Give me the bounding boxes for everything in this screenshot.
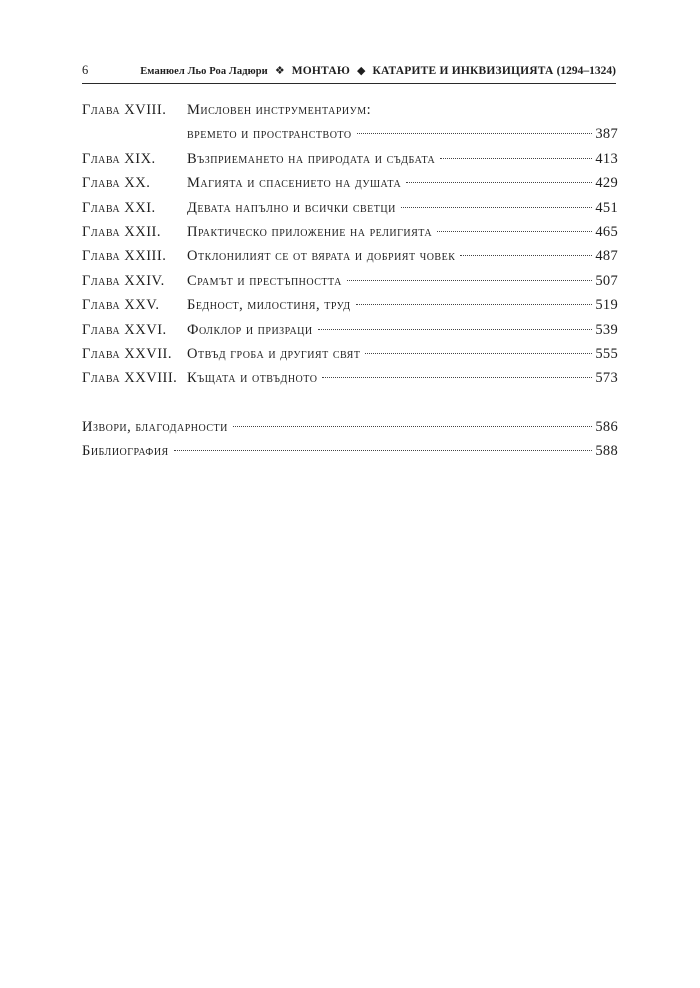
header-book-title: КАТАРИТЕ И ИНКВИЗИЦИЯТА [372,65,554,77]
toc-entry-line1 [82,98,618,122]
toc-entry [82,366,618,390]
toc-entry [82,220,618,244]
dot-leader [365,353,592,354]
toc-entry [82,244,618,268]
toc-chapter-label: Глава XXVI. [82,321,167,338]
toc-chapter-label: Глава XXI. [82,199,156,216]
table-of-contents [82,98,618,463]
toc-page-number: 539 [595,321,618,338]
dot-leader [460,255,592,256]
toc-chapter-label: Глава XIX. [82,150,156,167]
toc-backmatter-entry [82,439,618,463]
toc-chapter-title: Бедност, милостиня, труд [187,297,351,314]
toc-page-number: 586 [595,418,618,435]
toc-page-number: 387 [595,126,618,143]
toc-chapter-title: Девата напълно и всички светци [187,199,396,216]
toc-chapter-title: Отвъд гроба и другият свят [187,345,361,362]
toc-chapter-label: Глава XXIII. [82,248,167,265]
toc-chapter-title: Магията и спасението на душата [187,175,402,192]
toc-chapter-title: Отклонилият се от вярата и добрият човек [187,248,456,265]
toc-backmatter-entry [82,415,618,439]
dot-leader [233,426,593,427]
toc-backmatter-title: Библиография [82,443,169,460]
toc-entry [82,269,618,293]
header-title-line [122,63,616,78]
toc-chapter-label: Глава XXII. [82,223,161,240]
toc-page-number: 573 [595,370,618,387]
toc-chapter-title: Възприемането на природата и съдбата [187,150,436,167]
toc-chapter-title: Фолклор и призраци [187,321,313,338]
dot-leader [406,182,592,183]
toc-entry [82,122,618,146]
dot-leader [357,133,593,134]
toc-entry [82,196,618,220]
dot-leader [401,207,593,208]
dot-leader [440,158,592,159]
header-ornament-icon: ❖ [274,65,285,77]
dot-leader [356,304,593,305]
toc-entry [82,342,618,366]
toc-entry [82,318,618,342]
toc-chapter-label: Глава XX. [82,175,151,192]
running-header [82,63,616,79]
dot-leader [318,329,593,330]
toc-page-number: 413 [595,150,618,167]
toc-page-number: 507 [595,272,618,289]
toc-chapter-title: Срамът и престъпността [187,272,342,289]
toc-chapter-label: Глава XXVII. [82,345,172,362]
page-number: 6 [82,63,89,77]
toc-chapter-title: времето и пространството [187,126,352,143]
toc-chapter-label: Глава XXV. [82,297,160,314]
dot-leader [347,280,593,281]
toc-entry [82,147,618,171]
toc-page-number: 555 [595,345,618,362]
dot-leader [174,450,593,451]
toc-page-number: 465 [595,223,618,240]
toc-page-number: 487 [595,248,618,265]
dot-leader [437,231,592,232]
toc-chapter-title: Къщата и отвъдното [187,370,318,387]
toc-chapter-label: Глава XXVIII. [82,370,178,387]
toc-chapter-label: Глава XXIV. [82,272,165,289]
toc-chapter-title: Мисловен инструментариум: [187,102,372,118]
header-author: Еманюел Льо Роа Ладюри [140,66,268,77]
toc-entry [82,293,618,317]
section-gap [82,391,618,415]
header-rule [82,83,616,84]
header-years: (1294–1324) [556,65,616,77]
toc-page-number: 519 [595,297,618,314]
toc-backmatter-title: Извори, благодарности [82,418,228,435]
toc-page-number: 429 [595,175,618,192]
toc-entry [82,171,618,195]
toc-chapter-label: Глава XVIII. [82,102,167,118]
header-series-title: МОНТАЮ [291,65,350,77]
header-diamond-icon: ◆ [357,65,366,77]
dot-leader [322,377,592,378]
toc-chapter-title: Практическо приложение на религията [187,223,433,240]
toc-page-number: 451 [595,199,618,216]
toc-page-number: 588 [595,443,618,460]
